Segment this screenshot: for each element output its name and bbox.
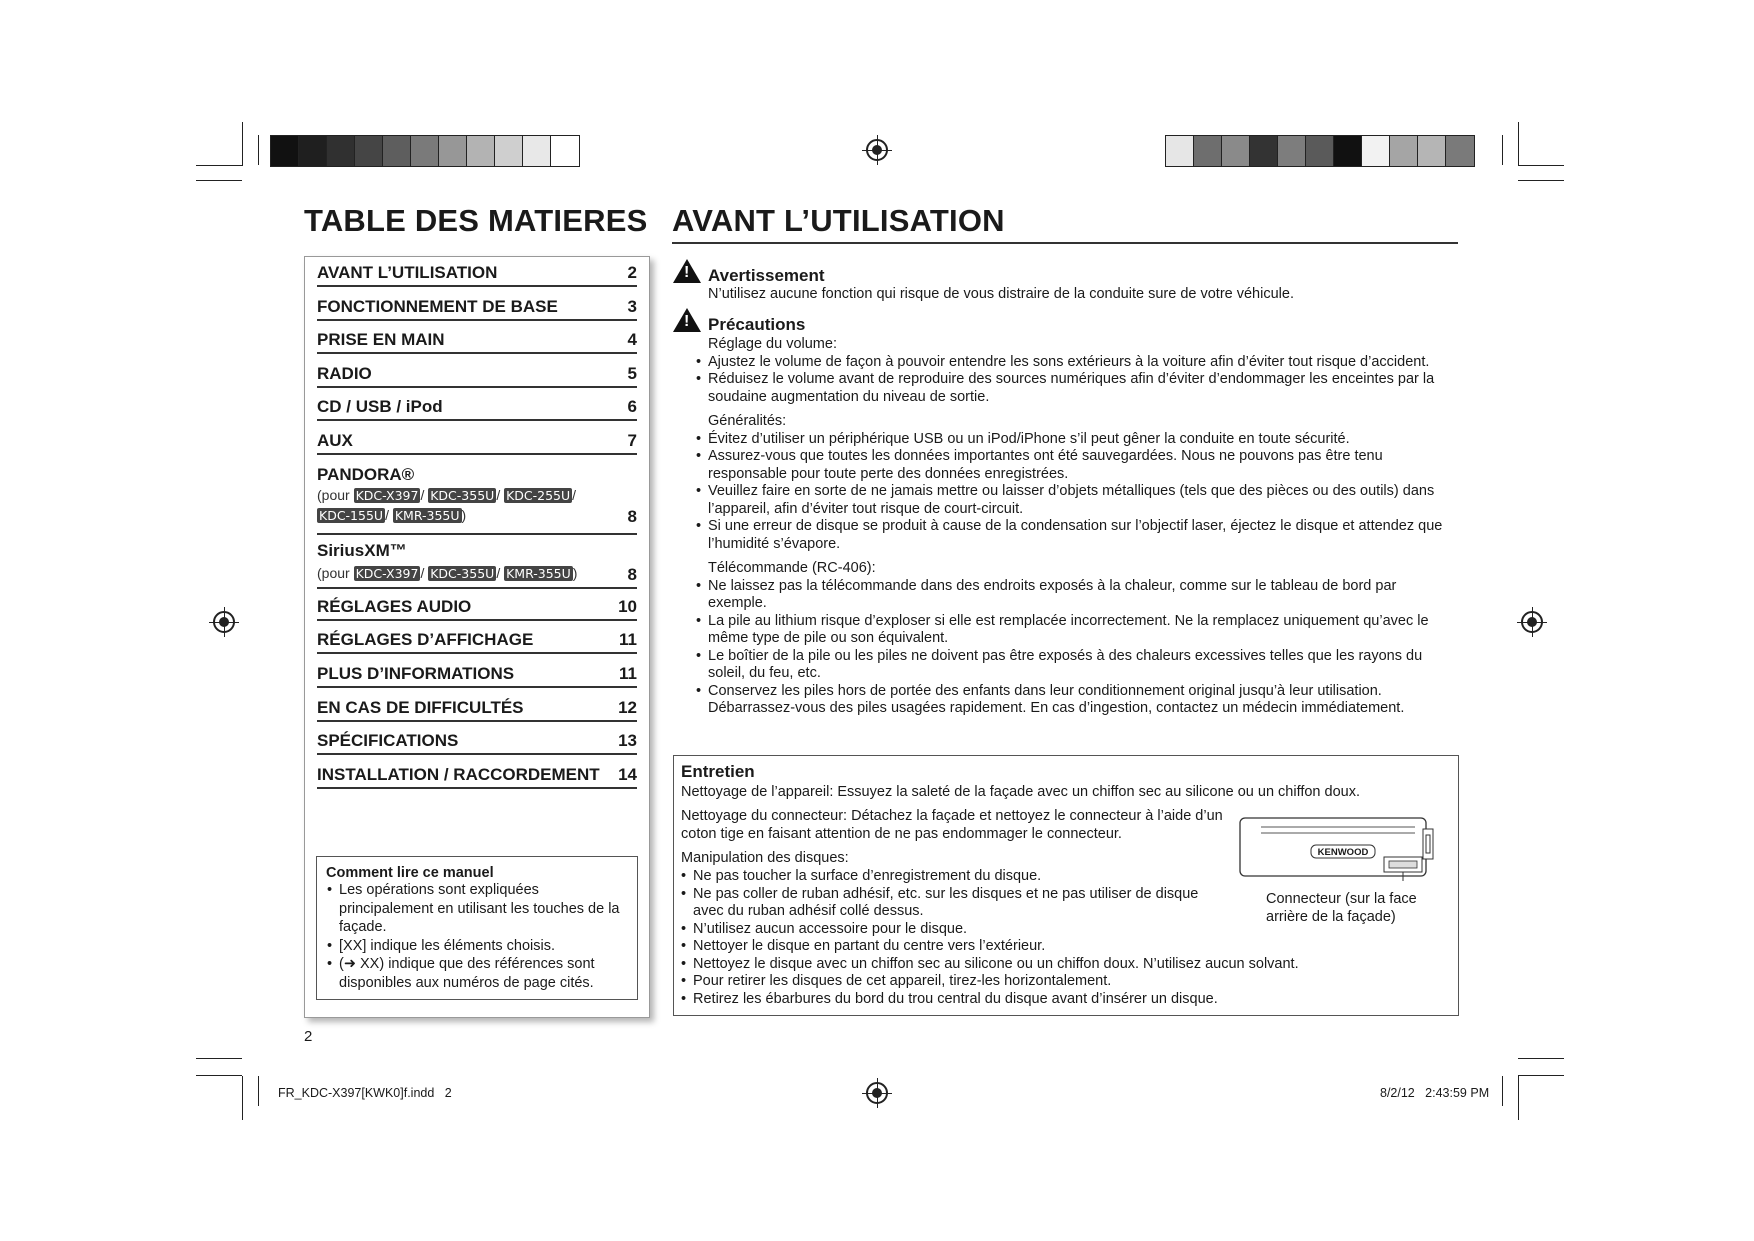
toc-entry[interactable]: PANDORA® (pour KDC-X397 / KDC-355U / KDC-255U / KDC-155U / KMR-355U ) 8	[317, 465, 637, 535]
list-item: • Pour retirer les disques de cet appareil, tirez-les horizontalement.	[681, 973, 1451, 991]
color-swatch	[1362, 136, 1390, 166]
maintenance-box	[673, 755, 1459, 1016]
brand-logo: KENWOOD	[1317, 847, 1369, 858]
list-item: • [XX] indique les éléments choisis.	[339, 937, 637, 956]
color-swatch	[271, 136, 299, 166]
list-item: • Ne laissez pas la télécommande dans des endroits exposés à la chaleur, comme sur le tableau de bord par exemple.	[696, 578, 1456, 613]
toc-entry[interactable]: RADIO 5	[317, 364, 637, 388]
color-swatch	[355, 136, 383, 166]
color-swatch	[299, 136, 327, 166]
color-swatch	[523, 136, 551, 166]
toc-entry[interactable]: RÉGLAGES AUDIO 10	[317, 597, 637, 621]
list-item: • Nettoyer le disque en partant du centre vers l’extérieur.	[681, 938, 1451, 956]
color-swatch	[1446, 136, 1474, 166]
color-swatch	[1222, 136, 1250, 166]
list-item: • Les opérations sont expliquées principalement en utilisant les touches de la façade.	[339, 881, 637, 937]
registration-mark-icon	[866, 139, 888, 161]
disc-handling-list	[681, 868, 1451, 1008]
toc-entry[interactable]: SiriusXM™ (pour KDC-X397 / KDC-355U / KMR-355U ) 8	[317, 541, 637, 589]
toc-entry[interactable]: RÉGLAGES D’AFFICHAGE 11	[317, 630, 637, 654]
toc-title: TABLE DES MATIERES	[304, 203, 648, 238]
list-item: • La pile au lithium risque d’exploser si elle est remplacée incorrectement. Ne la remplacez uniquement qu’avec le même type de pile ou son équivalent.	[696, 613, 1456, 648]
color-swatch	[1334, 136, 1362, 166]
color-calibration-bar-right	[1165, 135, 1475, 167]
warning-icon: !	[673, 259, 701, 283]
crop-mark	[1518, 1058, 1564, 1059]
list-item: • Le boîtier de la pile ou les piles ne doivent pas être exposés à des chaleurs excessives telles que les rayons du soleil, du feu, etc.	[696, 648, 1456, 683]
disc-handling: Manipulation des disques:	[681, 850, 849, 866]
color-swatch	[439, 136, 467, 166]
crop-mark	[196, 180, 242, 181]
list-item: • N’utilisez aucun accessoire pour le disque.	[681, 921, 1451, 939]
how-to-read-box	[316, 856, 638, 1000]
list-item: • Ne pas coller de ruban adhésif, etc. sur les disques et ne pas utiliser de disque avec du ruban adhésif collé dessus.	[681, 886, 1223, 921]
list-item: • Si une erreur de disque se produit à cause de la condensation sur l’objectif laser, éjectez le disque et attendez que l’humidité s’évapore.	[696, 518, 1456, 553]
color-swatch	[1278, 136, 1306, 166]
list-item: • Veuillez faire en sorte de ne jamais mettre ou laisser d’objets métalliques (tels que des pièces ou des outils) dans l’appareil, afin d’éviter tout risque de court-circuit.	[696, 483, 1456, 518]
crop-mark	[1518, 1075, 1564, 1076]
crop-mark	[258, 135, 259, 165]
crop-mark	[196, 1075, 242, 1076]
crop-mark	[258, 1076, 259, 1106]
crop-mark	[1518, 1076, 1519, 1120]
cleaning-text: Nettoyage de l’appareil: Essuyez la saleté de la façade avec un chiffon sec au silicone ou un chiffon doux.	[681, 784, 1360, 800]
footer-filename: FR_KDC-X397[KWK0]f.indd 2	[278, 1086, 452, 1100]
footer-timestamp: 8/2/12 2:43:59 PM	[1380, 1086, 1490, 1100]
precautions-title: Précautions	[708, 315, 806, 334]
warning-text: N’utilisez aucune fonction qui risque de vous distraire de la conduite sure de votre véhicule.	[708, 286, 1294, 302]
toc-entry[interactable]: FONCTIONNEMENT DE BASE 3	[317, 297, 637, 321]
title-rule	[672, 242, 1458, 244]
list-item: • Retirez les ébarbures du bord du trou central du disque avant d’insérer un disque.	[681, 991, 1451, 1009]
crop-mark	[1502, 135, 1503, 165]
toc-entry[interactable]: AVANT L’UTILISATION 2	[317, 263, 637, 287]
list-item: • Ajustez le volume de façon à pouvoir entendre les sons extérieurs à la voiture afin d’éviter tout risque d’accident.	[696, 354, 1456, 372]
caution-icon: !	[673, 308, 701, 332]
toc-entry[interactable]: PLUS D’INFORMATIONS 11	[317, 664, 637, 688]
list-item: • Réduisez le volume avant de reproduire des sources numériques afin d’éviter d’endommager les enceintes par la soudaine augmentation du niveau de sortie.	[696, 371, 1456, 406]
color-swatch	[383, 136, 411, 166]
crop-mark	[1518, 180, 1564, 181]
crop-mark	[242, 1076, 243, 1120]
list-item: • Évitez d’utiliser un périphérique USB ou un iPod/iPhone s’il peut gêner la conduite en toute sécurité.	[696, 431, 1456, 449]
color-calibration-bar-left	[270, 135, 580, 167]
color-swatch	[411, 136, 439, 166]
crop-mark	[196, 165, 242, 166]
crop-mark	[1502, 1076, 1503, 1106]
page-number: 2	[304, 1028, 313, 1045]
registration-mark-icon	[1521, 611, 1543, 633]
toc-entry[interactable]: SPÉCIFICATIONS 13	[317, 731, 637, 755]
toc-entry[interactable]: PRISE EN MAIN 4	[317, 330, 637, 354]
color-swatch	[1390, 136, 1418, 166]
color-swatch	[1194, 136, 1222, 166]
color-swatch	[1418, 136, 1446, 166]
list-item: • Nettoyez le disque avec un chiffon sec au silicone ou un chiffon doux. N’utilisez aucun solvant.	[681, 956, 1451, 974]
list-item: • Conservez les piles hors de portée des enfants dans leur conditionnement original jusqu’à leur utilisation. Débarrassez-vous des piles usagées rapidement. En cas d’ingestion, contactez un médecin immédiatement.	[696, 683, 1456, 718]
registration-mark-icon	[866, 1082, 888, 1104]
how-to-read-title: Comment lire ce manuel	[326, 865, 494, 881]
model-applicability: (pour KDC-X397 / KDC-355U / KMR-355U ) 8	[317, 565, 637, 584]
color-swatch	[551, 136, 579, 166]
precautions-body: Réglage du volume: • Ajustez le volume de façon à pouvoir entendre les sons extérieurs à la voiture afin d’éviter tout risque d’accident. • Réduisez le volume avant de reproduire des sources numériques afin d’éviter d’endommager les enceintes par la soudaine augmentation du niveau de sortie. Généralités: • Évitez d’utiliser un périphérique USB ou un iPod/iPhone s’il peut gêner la conduite en toute sécurité. • Assurez-vous que toutes les données importantes ont été sauvegardées. Nous ne pouvons pas être tenu responsable pour toute perte des données enregistrées. • Veuillez faire en sorte de ne jamais mettre ou laisser d’objets métalliques (tels que des pièces ou des outils) dans l’appareil, afin d’éviter tout risque de court-circuit. • Si une erreur de disque se produit à cause de la condensation sur l’objectif laser, éjectez le disque et attendez que l’humidité s’évapore. Télécommande (RC-406): • Ne laissez pas la télécommande dans des endroits exposés à la chaleur, comme sur le tableau de bord par exemple. • La pile au lithium risque d’exploser si elle est remplacée incorrectement. Ne la remplacez uniquement qu’avec le même type de pile ou son équivalent. • Le boîtier de la pile ou les piles ne doivent pas être exposés à des chaleurs excessives telles que les rayons du soleil, du feu, etc. • Conservez les piles hors de portée des enfants dans leur conditionnement original jusqu’à leur utilisation. Débarrassez-vous des piles usagées rapidement. En cas d’ingestion, contactez un médecin immédiatement.	[696, 336, 1456, 718]
model-applicability: (pour KDC-X397 / KDC-355U / KDC-255U /	[317, 487, 577, 503]
color-swatch	[1306, 136, 1334, 166]
color-swatch	[1250, 136, 1278, 166]
color-swatch	[327, 136, 355, 166]
toc-entry[interactable]: CD / USB / iPod 6	[317, 397, 637, 421]
toc-entry[interactable]: AUX 7	[317, 431, 637, 455]
registration-mark-icon	[213, 611, 235, 633]
crop-mark	[1518, 165, 1564, 166]
list-item: • Ne pas toucher la surface d’enregistrement du disque.	[681, 868, 1451, 886]
toc-entry[interactable]: EN CAS DE DIFFICULTÉS 12	[317, 698, 637, 722]
connector-text: Nettoyage du connecteur: Détachez la façade et nettoyez le connecteur à l’aide d’un coton tige en faisant attention de ne pas endommager le connecteur.	[681, 808, 1223, 842]
maintenance-title: Entretien	[681, 762, 755, 781]
crop-mark	[242, 122, 243, 166]
list-item: • Assurez-vous que toutes les données importantes ont été sauvegardées. Nous ne pouvons pas être tenu responsable pour toute perte des données enregistrées.	[696, 448, 1456, 483]
connector-caption: Connecteur (sur la face arrière de la façade)	[1266, 891, 1417, 925]
crop-mark	[196, 1058, 242, 1059]
section-title: AVANT L’UTILISATION	[672, 203, 1005, 238]
crop-mark	[1518, 122, 1519, 166]
color-swatch	[467, 136, 495, 166]
warning-title: Avertissement	[708, 266, 825, 285]
list-item: • (➜ XX) indique que des références sont disponibles aux numéros de page cités.	[339, 955, 637, 992]
color-swatch	[495, 136, 523, 166]
color-swatch	[1166, 136, 1194, 166]
toc-entry[interactable]: INSTALLATION / RACCORDEMENT 14	[317, 765, 637, 789]
